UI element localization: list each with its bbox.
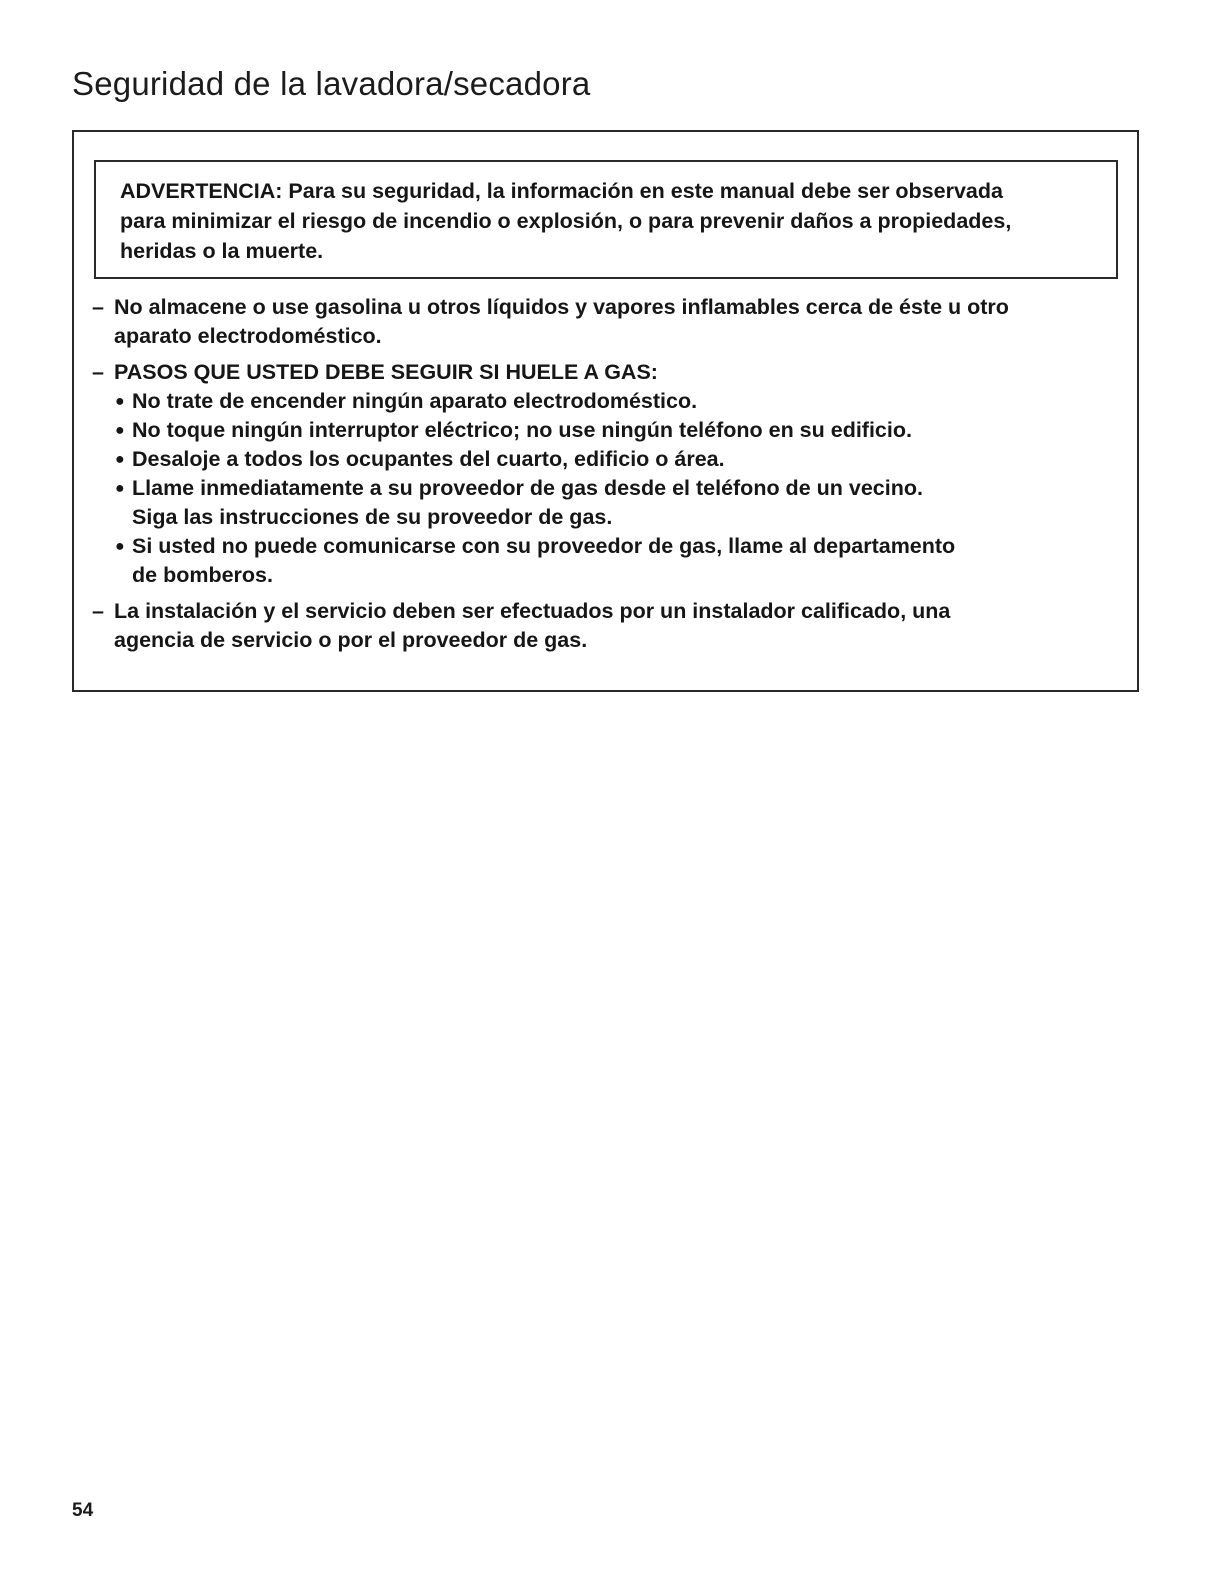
warning-line: heridas o la muerte.	[120, 239, 324, 263]
safety-notice-box	[72, 130, 1139, 692]
item-heading: PASOS QUE USTED DEBE SEGUIR SI HUELE A GAS:	[114, 360, 658, 384]
gas-steps-list	[114, 387, 1132, 590]
item-line: La instalación y el servicio deben ser efectuados por un instalador calificado, una	[114, 599, 951, 623]
dash-icon: –	[92, 295, 104, 319]
page-number: 54	[72, 1500, 94, 1521]
bullet-icon: ●	[115, 451, 125, 468]
bullet-icon: ●	[115, 393, 125, 410]
bullet-icon: ●	[115, 538, 125, 555]
page-title: Seguridad de la lavadora/secadora	[72, 65, 591, 102]
bullet-line: No trate de encender ningún aparato electrodoméstico.	[132, 389, 698, 413]
safety-item-installation	[92, 597, 1132, 655]
bullet-line: de bomberos.	[132, 563, 273, 587]
item-line: No almacene o use gasolina u otros líquidos y vapores inflamables cerca de éste u otro	[114, 295, 1009, 319]
bullet-line: Siga las instrucciones de su proveedor de gas.	[132, 505, 613, 529]
list-item	[114, 445, 1132, 474]
bullet-line: Llame inmediatamente a su proveedor de gas desde el teléfono de un vecino.	[132, 476, 923, 500]
bullet-icon: ●	[115, 422, 125, 439]
bullet-icon: ●	[115, 480, 125, 497]
safety-item-gas-smell	[92, 358, 1132, 590]
warning-line: ADVERTENCIA: Para su seguridad, la información en este manual debe ser observada	[120, 179, 1003, 203]
item-line: aparato electrodoméstico.	[114, 324, 382, 348]
list-item	[114, 387, 1132, 416]
list-item	[114, 474, 1132, 532]
item-line: agencia de servicio o por el proveedor de gas.	[114, 628, 588, 652]
bullet-line: Si usted no puede comunicarse con su proveedor de gas, llame al departamento	[132, 534, 956, 558]
list-item	[114, 532, 1132, 590]
safety-item-gasoline	[92, 293, 1132, 351]
warning-line: para minimizar el riesgo de incendio o explosión, o para prevenir daños a propiedades,	[120, 209, 1012, 233]
bullet-line: No toque ningún interruptor eléctrico; no use ningún teléfono en su edificio.	[132, 418, 912, 442]
warning-box	[94, 160, 1118, 279]
dash-icon: –	[92, 599, 104, 623]
dash-icon: –	[92, 360, 104, 384]
bullet-line: Desaloje a todos los ocupantes del cuarto, edificio o área.	[132, 447, 725, 471]
list-item	[114, 416, 1132, 445]
safety-items-list	[92, 293, 1132, 655]
